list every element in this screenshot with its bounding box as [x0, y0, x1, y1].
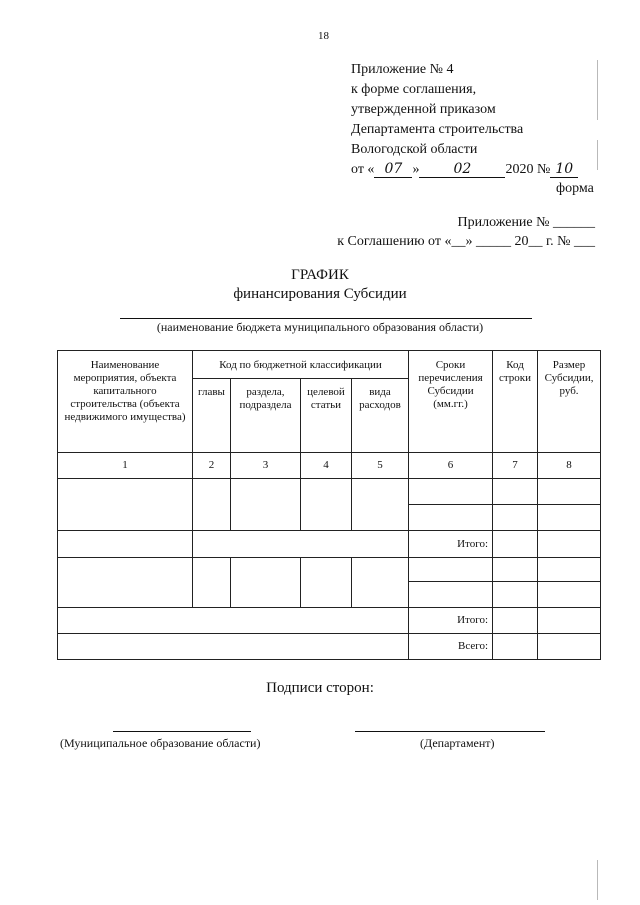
column-number: 6 [409, 453, 493, 479]
table-cell[interactable] [493, 608, 538, 634]
budget-name-line [120, 318, 532, 319]
table-row [58, 479, 601, 505]
appendix-line: Вологодской области [351, 142, 478, 157]
table-cell[interactable] [352, 479, 409, 531]
appendix-date [351, 160, 578, 180]
table-cell[interactable] [58, 531, 193, 558]
column-number: 7 [493, 453, 538, 479]
date-month: 02 [419, 161, 505, 178]
table-cell[interactable] [58, 479, 193, 531]
table-cell[interactable] [493, 505, 538, 531]
table-cell[interactable] [409, 479, 493, 505]
table-cell[interactable] [301, 558, 352, 608]
signature-line-right[interactable] [355, 731, 545, 732]
column-number-row [58, 453, 601, 479]
grand-total-row [58, 634, 601, 660]
table-cell[interactable] [538, 558, 601, 582]
table-cell[interactable] [301, 479, 352, 531]
scan-edge-mark [597, 860, 598, 900]
subtotal-label: Итого: [409, 608, 493, 634]
subtotal-label: Итого: [409, 531, 493, 558]
header-name: Наименование мероприятия, объекта капитального строительства (объекта недвижимого имущества) [58, 351, 193, 453]
table-cell[interactable] [493, 634, 538, 660]
table-cell[interactable] [493, 531, 538, 558]
header-dates: Сроки перечисления Субсидии (мм.гг.) [409, 351, 493, 453]
table-cell[interactable] [409, 558, 493, 582]
column-number: 8 [538, 453, 601, 479]
table-cell[interactable] [538, 505, 601, 531]
table-cell[interactable] [493, 558, 538, 582]
document-title [0, 266, 640, 304]
header-code-group: Код по бюджетной классификации [193, 351, 409, 379]
table-cell[interactable] [409, 505, 493, 531]
financing-schedule-table [57, 350, 601, 660]
table-cell[interactable] [538, 582, 601, 608]
page-number: 18 [318, 30, 329, 42]
signature-line-left[interactable] [113, 731, 251, 732]
subtotal-row [58, 531, 601, 558]
table-cell[interactable] [409, 582, 493, 608]
column-number: 2 [193, 453, 231, 479]
date-mid: » [412, 162, 420, 177]
subtotal-row [58, 608, 601, 634]
header-amount: Размер Субсидии, руб. [538, 351, 601, 453]
table-cell[interactable] [538, 531, 601, 558]
column-number: 1 [58, 453, 193, 479]
table-cell[interactable] [193, 479, 231, 531]
appendix-line: к форме соглашения, [351, 82, 477, 97]
table-header-row [58, 351, 601, 379]
table-cell[interactable] [58, 608, 409, 634]
header-code-expense: вида расходов [352, 379, 409, 453]
table-cell[interactable] [231, 479, 301, 531]
table-cell[interactable] [231, 558, 301, 608]
table-cell[interactable] [193, 531, 409, 558]
appendix-line: утвержденной приказом [351, 102, 496, 117]
column-number: 3 [231, 453, 301, 479]
budget-caption: (наименование бюджета муниципального образования области) [156, 320, 484, 334]
form-label: форма [556, 181, 594, 196]
date-year: 2020 № [505, 162, 551, 177]
scan-edge-mark [597, 140, 598, 170]
signatures-title: Подписи сторон: [266, 680, 374, 696]
appendix-header [351, 60, 578, 180]
table-cell[interactable] [352, 558, 409, 608]
header-code-section: раздела, подраздела [231, 379, 301, 453]
table-cell[interactable] [538, 608, 601, 634]
title-sub: финансирования Субсидии [233, 286, 407, 302]
table-cell[interactable] [493, 479, 538, 505]
table-cell[interactable] [538, 634, 601, 660]
date-day: 07 [374, 161, 412, 178]
date-number: 10 [550, 161, 578, 178]
column-number: 4 [301, 453, 352, 479]
column-number: 5 [352, 453, 409, 479]
table-row [58, 558, 601, 582]
table-cell[interactable] [493, 582, 538, 608]
title-main: ГРАФИК [291, 267, 349, 283]
header-code-target: целевой статьи [301, 379, 352, 453]
table-cell[interactable] [58, 634, 409, 660]
attachment-line1: Приложение № ______ [457, 215, 595, 230]
signature-caption-right: (Департамент) [420, 736, 495, 750]
date-prefix: от « [351, 162, 375, 177]
appendix-line: Департамента строительства [351, 122, 524, 137]
signature-caption-left: (Муниципальное образование области) [60, 736, 261, 750]
attachment-line2: к Соглашению от «__» _____ 20__ г. № ___ [337, 234, 595, 249]
scan-edge-mark [597, 60, 598, 120]
table-cell[interactable] [538, 479, 601, 505]
appendix-line: Приложение № 4 [351, 62, 454, 77]
header-row-code: Код строки [493, 351, 538, 453]
header-code-chapter: главы [193, 379, 231, 453]
grand-total-label: Всего: [409, 634, 493, 660]
table-cell[interactable] [193, 558, 231, 608]
table-cell[interactable] [58, 558, 193, 608]
